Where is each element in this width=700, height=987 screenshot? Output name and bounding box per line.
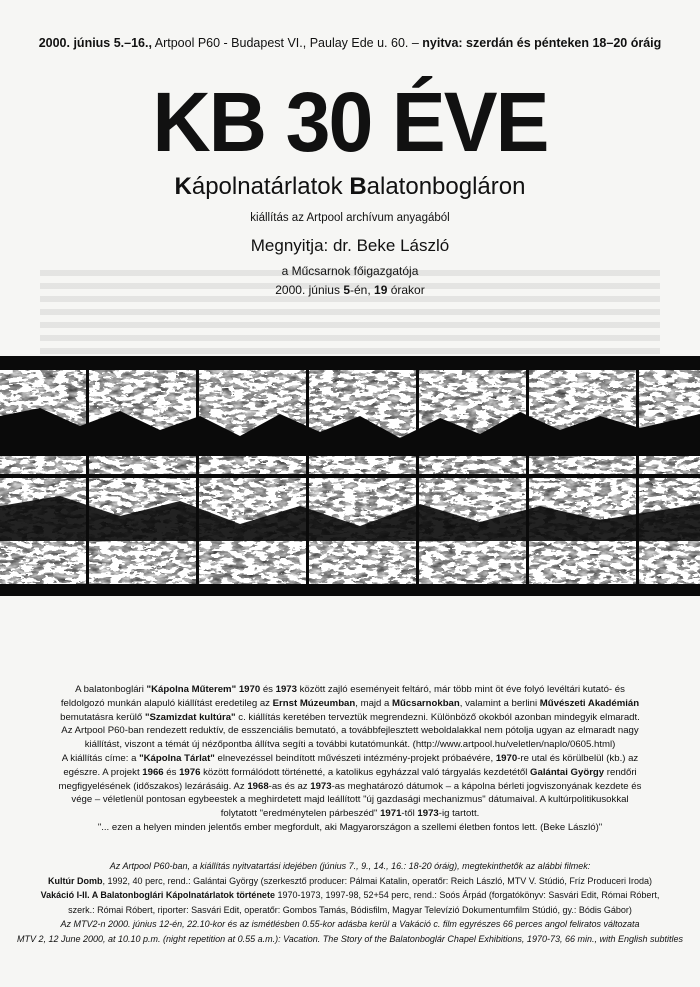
description-segment: Műcsarnokban <box>392 697 460 709</box>
description-segment: elnevezéssel beindított művészeti intézmény-projekt próbaévére, <box>214 752 496 764</box>
description-line <box>28 807 672 821</box>
description-segment: "... ezen a helyen minden jelentős ember megfordult, aki Magyarországon a szellemi életben fontos lett. (Beke László)" <box>97 821 603 833</box>
opening-date-day: 5 <box>343 283 350 297</box>
description-line <box>28 766 672 780</box>
description-line <box>28 752 672 766</box>
description-segment: 1970 <box>495 752 518 764</box>
description-segment: Művészeti Akadémián <box>539 697 640 709</box>
opening-line: Megnyitja: dr. Beke László <box>250 236 450 255</box>
opening-date-c: -én, <box>350 283 375 297</box>
description-segment: bemutatásra kerülő <box>60 711 145 723</box>
opening-date-a: 2000. június <box>275 283 344 297</box>
opening-role: a Műcsarnok főigazgatója <box>281 264 419 278</box>
description-segment: kiállítást, viszont a témát új nézőpontba állítva segíti a további kutatómunkát. (http://www.artpool.hu/veletlen/naplo/0605.html) <box>84 739 616 751</box>
description-segment: , majd a <box>355 697 393 709</box>
credits-segment: Kultúr Domb <box>48 875 103 886</box>
description-segment: feldolgozó munkán alapuló kiállítást eredetileg az <box>60 697 273 709</box>
description-segment: 1973 <box>417 808 439 820</box>
opening-date-e: órakor <box>387 283 425 297</box>
description-segment: "Kápolna Tárlat" <box>139 752 215 764</box>
description-segment: 1973 <box>310 780 332 792</box>
description-line <box>28 738 672 752</box>
description-segment: -re utal és körülbelül (kb.) az <box>517 752 639 764</box>
credits-segment: Az Artpool P60-ban, a kiállítás nyitvatartási idejében (június 7., 9., 14., 16.: 18-20 óráig), megtekinthetők az alábbi filmek: <box>109 861 591 871</box>
description-segment: "Kápolna Műterem" <box>146 684 237 695</box>
subtitle-initial-b: B <box>349 173 367 200</box>
credits-segment: MTV 2, 12 June 2000, at 10.10 p.m. (night repetition at 0.55 a.m.): Vacation. The Story of the Balatonboglár Chapel Exhibitions, 1970-73, 66 min., with English subtitles <box>16 933 684 944</box>
header-hours-label: nyitva: szerdán és pénteken <box>422 36 593 50</box>
description-segment: A kiállítás címe: a <box>61 752 140 764</box>
film-credits <box>14 859 686 947</box>
credits-line <box>14 932 686 947</box>
credits-line <box>14 859 686 874</box>
description-segment: -ig tartott. <box>438 808 480 820</box>
credits-segment: Az MTV2-n 2000. június 12-én, 22.10-kor és az ismétlésben 0.55-kor adásba kerül a Vakáció c. film egyrészes 66 perces angol feliratos változata <box>60 919 640 930</box>
show-through-texture <box>40 270 660 360</box>
credits-segment: 1970-1973, 1997-98, 52+54 perc, rend.: Soós Árpád (forgatókönyv: Sasvári Edit, Római Róbert, <box>274 890 660 901</box>
description-segment: Az Artpool P60-ban rendezett reduktív, de esszenciális bemutató, a továbbfejlesztett weboldalakkal nem pótolja ugyan az elmaradt nagy <box>61 725 639 737</box>
description-segment: , valamint a berlini <box>459 697 540 709</box>
subtitle-part2: alatonbogláron <box>366 173 526 200</box>
header-hours: 18–20 óráig <box>592 36 662 50</box>
tagline: kiállítás az Artpool archívum anyagából <box>250 212 450 224</box>
header-dates: 2000. június 5.–16., <box>38 36 152 50</box>
description-segment: Galántai György <box>530 766 605 778</box>
description-line <box>28 697 672 711</box>
credits-segment: Vakáció I-II. A Balatonboglári Kápolnatárlatok története <box>40 890 275 901</box>
description-line <box>28 683 672 697</box>
description-segment: és <box>260 684 276 695</box>
credits-segment: , 1992, 40 perc, rend.: Galántai György (szerkesztő producer: Pálmai Katalin, operatőr: Reich László, MTV V. Stúdió, Fríz Produceri Iroda) <box>102 875 652 886</box>
description-segment: megfigyelésének (időszakos) lezárásáig. Az <box>58 780 248 792</box>
description-line <box>28 724 672 738</box>
header-venue: Artpool P60 - Budapest VI., Paulay Ede u. 60. – <box>151 36 423 50</box>
description-segment: -as meghatározó dátumok – a kápolna bérleti jogviszonyának kezdete és <box>331 780 642 792</box>
description-segment: 1973 <box>275 684 297 695</box>
description-line <box>28 793 672 807</box>
header-line <box>0 36 700 50</box>
description-segment: Ernst Múzeumban <box>272 697 356 709</box>
description-segment: 1970 <box>238 684 261 695</box>
description-segment: és <box>163 766 180 778</box>
description-segment: egészre. A projekt <box>63 766 143 778</box>
description-segment: -as és az <box>268 780 311 792</box>
subtitle-part1: ápolnatárlatok <box>191 173 350 200</box>
description-segment: 1971 <box>380 808 402 820</box>
credits-line <box>14 903 686 918</box>
description-segment: A balatonboglári <box>75 684 147 695</box>
description-segment: folytatott "eredménytelen párbeszéd" <box>220 808 381 820</box>
main-title: KB 30 ÉVE <box>152 75 548 169</box>
description-segment: 1968 <box>247 780 269 792</box>
description-segment: "Szamizdat kultúra" <box>144 711 236 723</box>
description-segment: 1966 <box>142 766 164 778</box>
opening-date-hour: 19 <box>374 283 388 297</box>
description-segment: között zajló eseményeit feltáró, már több mint öt éve folyó levéltári kutató- és <box>296 684 625 695</box>
description-text <box>28 683 672 835</box>
description-segment: c. kiállítás keretében terveztük megrendezni. Különböző okokból azonban mindegyik elmaradt. <box>235 711 640 723</box>
filmstrip-photo <box>0 356 700 596</box>
credits-line <box>14 917 686 932</box>
credits-line <box>14 874 686 889</box>
description-segment: -től <box>401 808 418 820</box>
description-segment: rendőri <box>604 766 637 778</box>
credits-segment: szerk.: Római Róbert, riporter: Sasvári Edit, operatőr: Gombos Tamás, Bódisfilm, Magyar Televízió Dokumentumfilm Stúdió, gy.: Bódis Gábor) <box>68 904 632 915</box>
description-segment: vége – véletlenül pontosan egybeestek a meghirdetett majd leállított "új gazdasági mechanizmus" dátumaival. A kultúrpolitikusokkal <box>71 794 629 806</box>
subtitle <box>0 175 700 199</box>
description-line <box>28 780 672 794</box>
subtitle-initial-k: K <box>174 173 192 200</box>
description-line <box>28 711 672 725</box>
description-segment: 1976 <box>179 766 201 778</box>
description-segment: között formálódott történetté, a katolikus egyházzal való tárgyalás kezdetétől <box>200 766 531 778</box>
description-line <box>28 821 672 835</box>
credits-line <box>14 888 686 903</box>
